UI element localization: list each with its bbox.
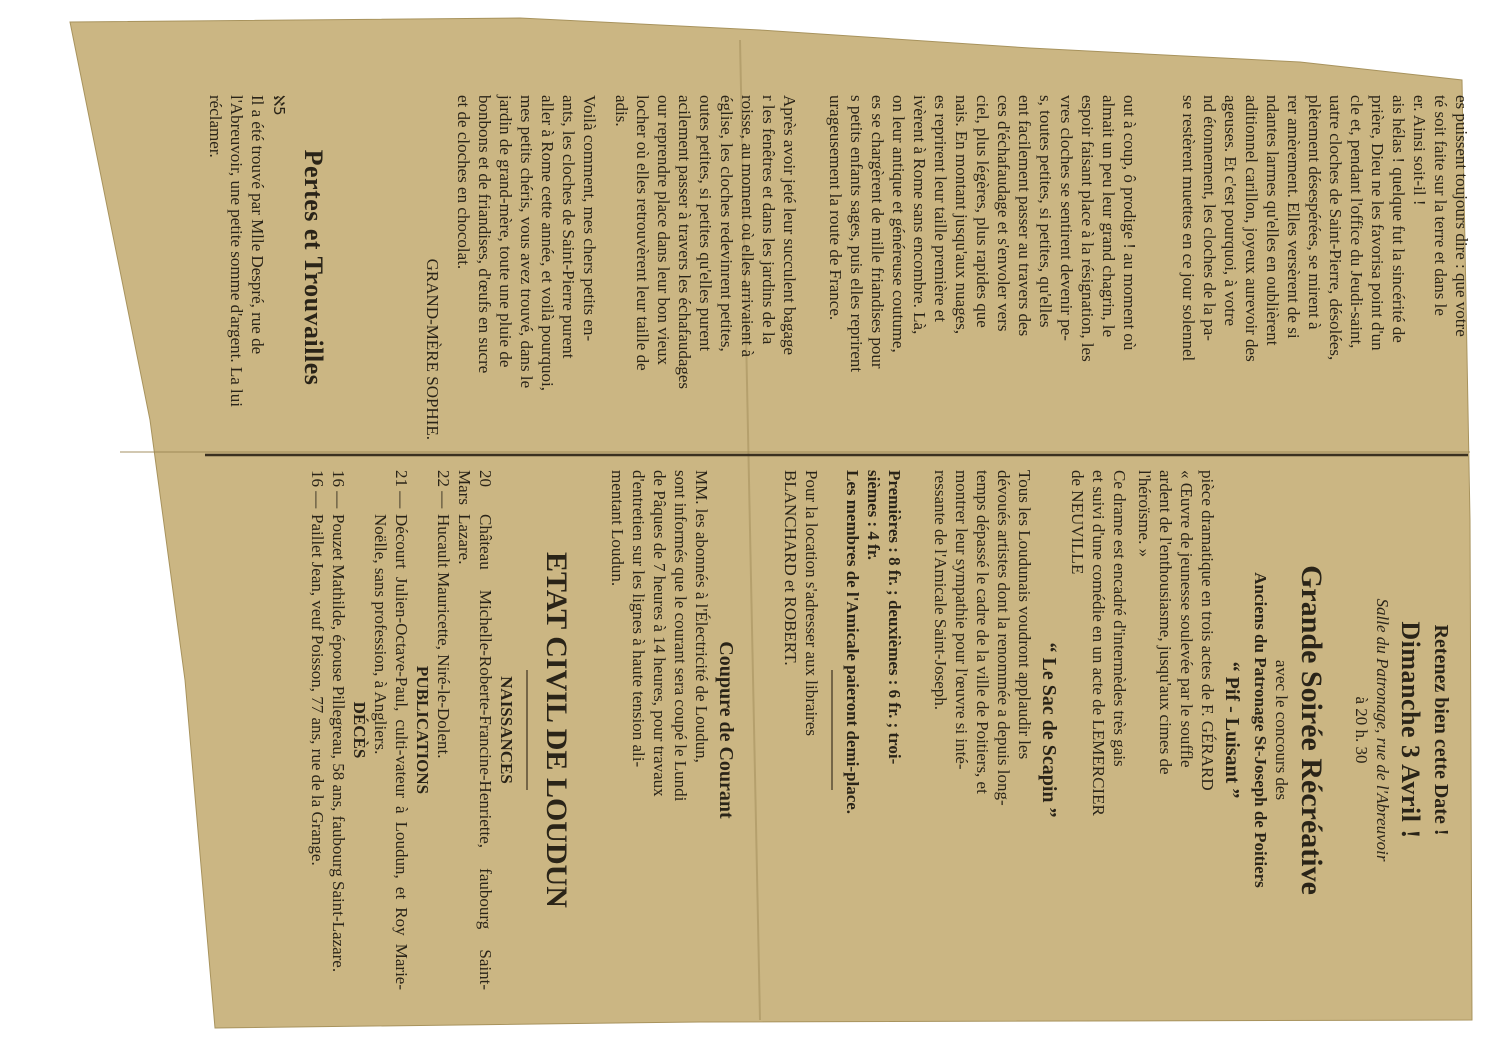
story-line: plètement désespérées, se mirent à [1305, 95, 1324, 330]
scapin-line: temps dépassé le cadre de la ville de Poitiers, et [973, 470, 992, 794]
coupure-title: Coupure de Courant [715, 641, 737, 819]
soiree-column-1 [1351, 470, 1455, 990]
scapin-lines [930, 470, 1035, 990]
scapin-title: “ Le Sac de Scapin ” [1038, 642, 1060, 818]
story-line: er. Ainsi soit-il ! [1410, 95, 1429, 206]
coupure-lines [607, 470, 712, 990]
civil-entry [307, 470, 328, 990]
location-line: BLANCHARD et ROBERT. [781, 470, 800, 666]
story-line: es puissent toujours dire : que votre [1452, 95, 1471, 337]
pertes-line: Il a été trouvé par Mlle Despré, rue de [248, 95, 267, 355]
story-line: Voilà comment, mes chers petits en- [580, 95, 599, 342]
story-line: s petits enfants sages, puis elles reprirent [847, 95, 866, 373]
story-line: espoir faisant place à la résignation, les [1078, 95, 1097, 362]
story-line: out à coup, ô prodige ! au moment où [1120, 95, 1139, 351]
story-column-2 [825, 95, 1140, 440]
story-column-3 [611, 95, 800, 440]
story-column-1-lines [1178, 95, 1472, 435]
drame-line: de NEUVILLE [1068, 470, 1087, 575]
separator-rule [523, 670, 531, 790]
concours-line: avec le concours des [1272, 659, 1291, 801]
story-line: église, les cloches redevinrent petites, [717, 95, 736, 352]
drame-line: Ce drame est encadré d'intermèdes très gais [1110, 470, 1129, 767]
civil-entry-date: 22 — [434, 470, 453, 509]
story-line: prière, Dieu ne les favorisa point d'un [1368, 95, 1387, 351]
civil-entry-text: Hucault Mauricette, Niré-le-Dolent. [434, 514, 453, 759]
heure-line: à 20 h. 30 [1352, 696, 1371, 764]
civil-entry-text: Pouzet Mathilde, épouse Pillegreau, 58 ans, faubourg Saint-Lazare. [329, 514, 348, 973]
prix-line: Premières : 8 fr. ; deuxièmes : 6 fr. ; troi- [885, 470, 904, 765]
story-line: ants, les cloches de Saint-Pierre purent [559, 95, 578, 359]
story-column-1 [1178, 95, 1472, 435]
location-line: Pour la location s'adresser aux libraires [802, 470, 821, 737]
naissances-list [433, 470, 496, 990]
story-line: ivèrent à Rome sans encombre. Là, [910, 95, 929, 335]
coupure-column [607, 470, 740, 990]
pertes-column [205, 95, 330, 440]
story-line: Après avoir jeté leur succulent bagage [780, 95, 799, 356]
coupure-line: MM. les abonnés à l'Électricité de Loudun, [692, 470, 711, 763]
story-column-4 [422, 95, 600, 440]
story-line: locher où elles retrouvèrent leur taille de [633, 95, 652, 371]
coupure-line: mentant Loudun. [608, 470, 627, 587]
civil-entry [370, 470, 412, 990]
story-line: outes petites, si petites qu'elles purent [696, 95, 715, 352]
civil-entry-date: 20 Mars [455, 470, 495, 505]
story-line: ces d'échafaudage et s'envoler vers [994, 95, 1013, 332]
piece-lines [1134, 470, 1218, 990]
coupure-line: de Pâques de 7 heures à 14 heures, pour travaux [650, 470, 669, 797]
publications-list [370, 470, 412, 990]
pertes-line: réclamer. [206, 95, 225, 158]
prix-line: Les membres de l'Amicale paieront demi-place. [843, 470, 862, 815]
story-column-3-lines [611, 95, 800, 440]
prix-lines [842, 470, 905, 990]
story-line: adis. [612, 95, 631, 127]
drame-lines [1067, 470, 1130, 990]
scapin-line: dévoués artistes dont la renommée a depuis long- [994, 470, 1013, 806]
deces-title: DÉCÈS [350, 701, 369, 759]
story-line: aller à Rome cette année, et voilà pourquoi, [538, 95, 557, 391]
etat-civil-column [307, 470, 575, 990]
story-line: urageusement la route de France. [826, 95, 845, 321]
story-line: ciel, plus légères, plus rapides que [973, 95, 992, 328]
location-lines [780, 470, 822, 990]
scapin-line: ressante de l'Amicale Saint-Joseph. [931, 470, 950, 711]
deces-list [307, 470, 349, 990]
handwritten-mark: ℵ5 [270, 95, 288, 116]
story-line: vres cloches se sentirent devenir pe- [1057, 95, 1076, 341]
story-line: mes petits chéris, vous avez trouvé, dans le [517, 95, 536, 389]
pertes-body [205, 95, 290, 440]
story-line: es se chargèrent de mille friandises pour [868, 95, 887, 369]
coupure-line: d'entretien sur les lignes à haute tension ali- [629, 470, 648, 768]
salle-line: Salle du Patronage, rue de l'Abreuvoir [1373, 598, 1392, 862]
story-line: on leur antique et généreuse coutume, [889, 95, 908, 353]
story-line: jardin de grand-mère, toute une pluie de [496, 95, 515, 368]
soiree-column-3 [780, 470, 905, 990]
civil-entry-text: Paillet Jean, veuf Poisson, 77 ans, rue de la Grange. [308, 514, 327, 866]
etat-title: ETAT CIVIL DE LOUDUN [540, 552, 573, 908]
naissances-title: NAISSANCES [497, 676, 516, 784]
date-heading: Dimanche 3 Avril ! [1396, 621, 1425, 839]
story-line: té soit faite sur la terre et dans le [1431, 95, 1450, 316]
piece-line: ardent de l'enthousiasme, jusqu'aux cimes de [1156, 470, 1175, 775]
retenez-heading: Retenez bien cette Date ! [1430, 624, 1452, 836]
story-line: es reprirent leur taille première et [931, 95, 950, 323]
story-line: cle et, pendant l'office du Jeudi-saint, [1347, 95, 1366, 349]
story-line: s, toutes petites, si petites, qu'elles [1036, 95, 1055, 328]
piece-title: “ Pif - Luisant ” [1221, 661, 1243, 799]
piece-line: « Œuvre de jeunesse soulevée par le souffle [1177, 470, 1196, 768]
piece-line: l'héroïsme. » [1135, 470, 1154, 558]
publications-title: PUBLICATIONS [413, 665, 432, 795]
piece-line: pièce dramatique en trois actes de F. GÉRARD [1198, 470, 1217, 791]
story-line: nais. En montant jusqu'aux nuages, [952, 95, 971, 335]
civil-entry-date: 16 — [329, 470, 348, 509]
story-line: ent facilement passer au travers des [1015, 95, 1034, 337]
scapin-line: Tous les Loudunais voudront applaudir les [1015, 470, 1034, 760]
soiree-title: Grande Soirée Récréative [1295, 565, 1328, 895]
story-line: acilement passer à travers les échafaudages [675, 95, 694, 390]
story-line: nd étonnement, les cloches de la pa- [1200, 95, 1219, 341]
story-line: r les fenêtres et dans les jardins de la [759, 95, 778, 345]
story-line: ndantes larmes qu'elles en oublièrent [1263, 95, 1282, 346]
civil-entry-date: 21 — [392, 470, 411, 509]
soiree-column-2 [930, 470, 1330, 990]
anciens-line: Anciens du Patronage St-Joseph de Poitiers [1251, 572, 1270, 888]
prix-line: sièmes : 4 fr. [864, 470, 883, 561]
civil-entry [328, 470, 349, 990]
story-line: aditionnel carillon, joyeux aurevoir des [1242, 95, 1261, 362]
scapin-line: montrer leur sympathie pour l'œuvre si inté- [952, 470, 971, 770]
story-line: roisse, au moment où elles arrivaient à [738, 95, 757, 357]
story-line: se restèrent muettes en ce jour solennel [1179, 95, 1198, 362]
story-column-2-lines [825, 95, 1140, 440]
civil-entry [454, 470, 496, 990]
story-line: uatre cloches de Saint-Pierre, désolées, [1326, 95, 1345, 361]
story-line: our reprendre place dans leur bon vieux [654, 95, 673, 365]
story-line: bonbons et de friandises, d'œufs en sucre [475, 95, 494, 374]
story-column-4-lines [453, 95, 600, 440]
story-line: rer amèrement. Elles versèrent de si [1284, 95, 1303, 339]
civil-entry-text: Décourt Julien-Octave-Paul, culti-vateur à Loudun, et Roy Marie-Noëlle, sans profession, à Angliers. [371, 514, 411, 990]
story-line: ais hélas ! quelque fut la sincérité de [1389, 95, 1408, 343]
pertes-lines [205, 95, 268, 440]
coupure-line: sont informés que le courant sera coupé le Lundi [671, 470, 690, 802]
pertes-title: Pertes et Trouvailles [299, 149, 328, 386]
separator-rule [828, 670, 836, 790]
civil-entry-date: 16 — [308, 470, 327, 509]
pertes-line: l'Abreuvoir, une petite somme d'argent. La lui [227, 95, 246, 407]
story-line: ageuses. Et c'est pourquoi, à votre [1221, 95, 1240, 327]
story-line: et de cloches en chocolat. [454, 95, 473, 270]
story-line: almait un peu leur grand chagrin, le [1099, 95, 1118, 338]
civil-entry-text: Château Michelle-Roberte-Francine-Henriette, faubourg Saint-Lazare. [455, 514, 495, 990]
signature: GRAND-MÈRE SOPHIE. [423, 258, 442, 440]
civil-entry [433, 470, 454, 990]
drame-line: et suivi d'une comédie en un acte de LEMERCIER [1089, 470, 1108, 816]
